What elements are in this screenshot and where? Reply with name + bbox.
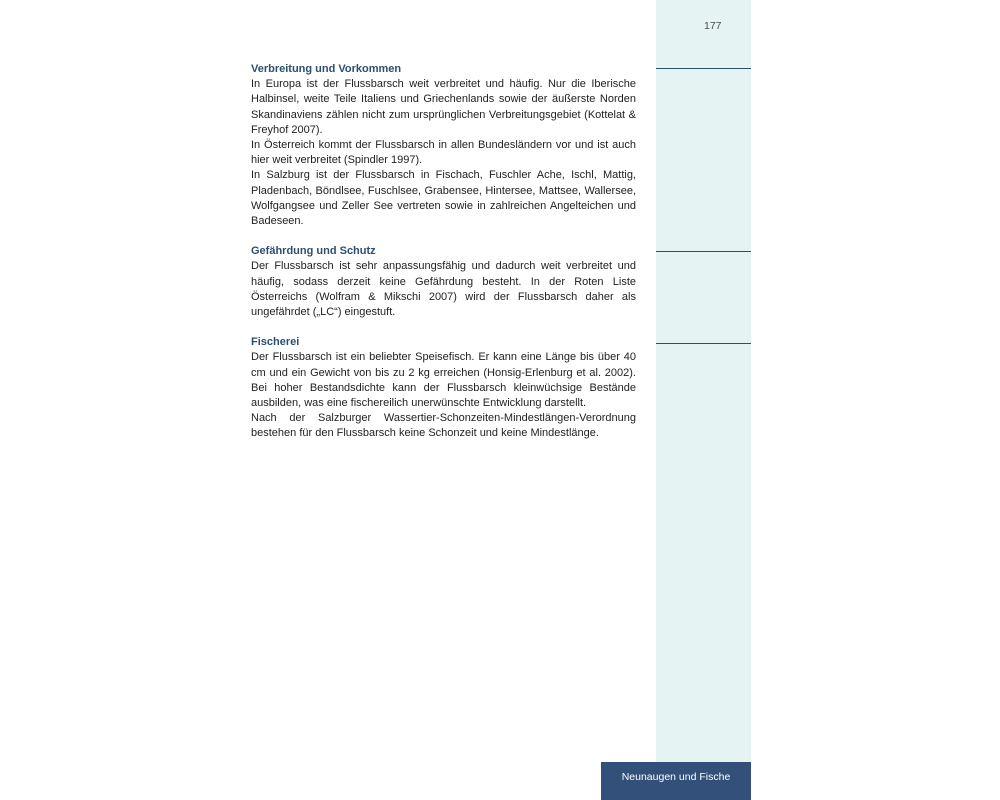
chapter-label: Neunaugen und Fische <box>621 771 731 783</box>
section-rule-fischerei <box>656 343 751 344</box>
section-fischerei <box>251 335 636 441</box>
paragraph: Der Flussbarsch ist ein beliebter Speisefisch. Er kann eine Länge bis über 40 cm und ein Gewicht von bis zu 2 kg erreichen (Honsig-Erlenburg et al. 2002). Bei hoher Bestandsdichte kann der Flussbarsch kleinwüchsige Bestände ausbilden, was eine fischereilich unerwünschte Entwicklung darstellt. <box>251 351 636 410</box>
page-number: 177 <box>704 20 722 32</box>
paragraph: In Europa ist der Flussbarsch weit verbreitet und häufig. Nur die Iberische Halbinsel, weite Teile Italiens und Griechenlands sowie der äußerste Norden Skandinaviens zählen nicht zum ursprünglichen Verbreitungsgebiet (Kottelat & Freyhof 2007). <box>251 78 636 136</box>
section-rule-gefaehrdung <box>656 251 751 252</box>
section-rule-verbreitung <box>656 68 751 69</box>
side-margin-strip <box>656 0 751 800</box>
paragraph: Nach der Salzburger Wassertier-Schonzeiten-Mindestlängen-Verordnung bestehen für den Flussbarsch keine Schonzeit und keine Mindestlänge. <box>251 412 636 440</box>
article-body <box>251 62 636 457</box>
chapter-footer-tab <box>601 762 751 800</box>
section-heading: Gefährdung und Schutz <box>251 245 376 258</box>
section-gefaehrdung <box>251 244 636 320</box>
section-verbreitung <box>251 62 636 229</box>
paragraph: In Österreich kommt der Flussbarsch in allen Bundesländern vor und ist auch hier weit verbreitet (Spindler 1997). <box>251 139 636 167</box>
section-heading: Fischerei <box>251 336 300 349</box>
section-heading: Verbreitung und Vorkommen <box>251 63 402 75</box>
paragraph: Der Flussbarsch ist sehr anpassungsfähig und dadurch weit verbreitet und häufig, sodass derzeit keine Gefährdung besteht. In der Roten Liste Österreichs (Wolfram & Mikschi 2007) wird der Flussbarsch daher als ungefährdet („LC“) eingestuft. <box>251 260 636 319</box>
paragraph: In Salzburg ist der Flussbarsch in Fischach, Fuschler Ache, Ischl, Mattig, Pladenbach, Böndlsee, Fuschlsee, Grabensee, Hintersee, Mattsee, Wallersee, Wolfgangsee und Zeller See vertreten sowie in zahlreichen Angelteichen und Badeseen. <box>251 169 636 228</box>
